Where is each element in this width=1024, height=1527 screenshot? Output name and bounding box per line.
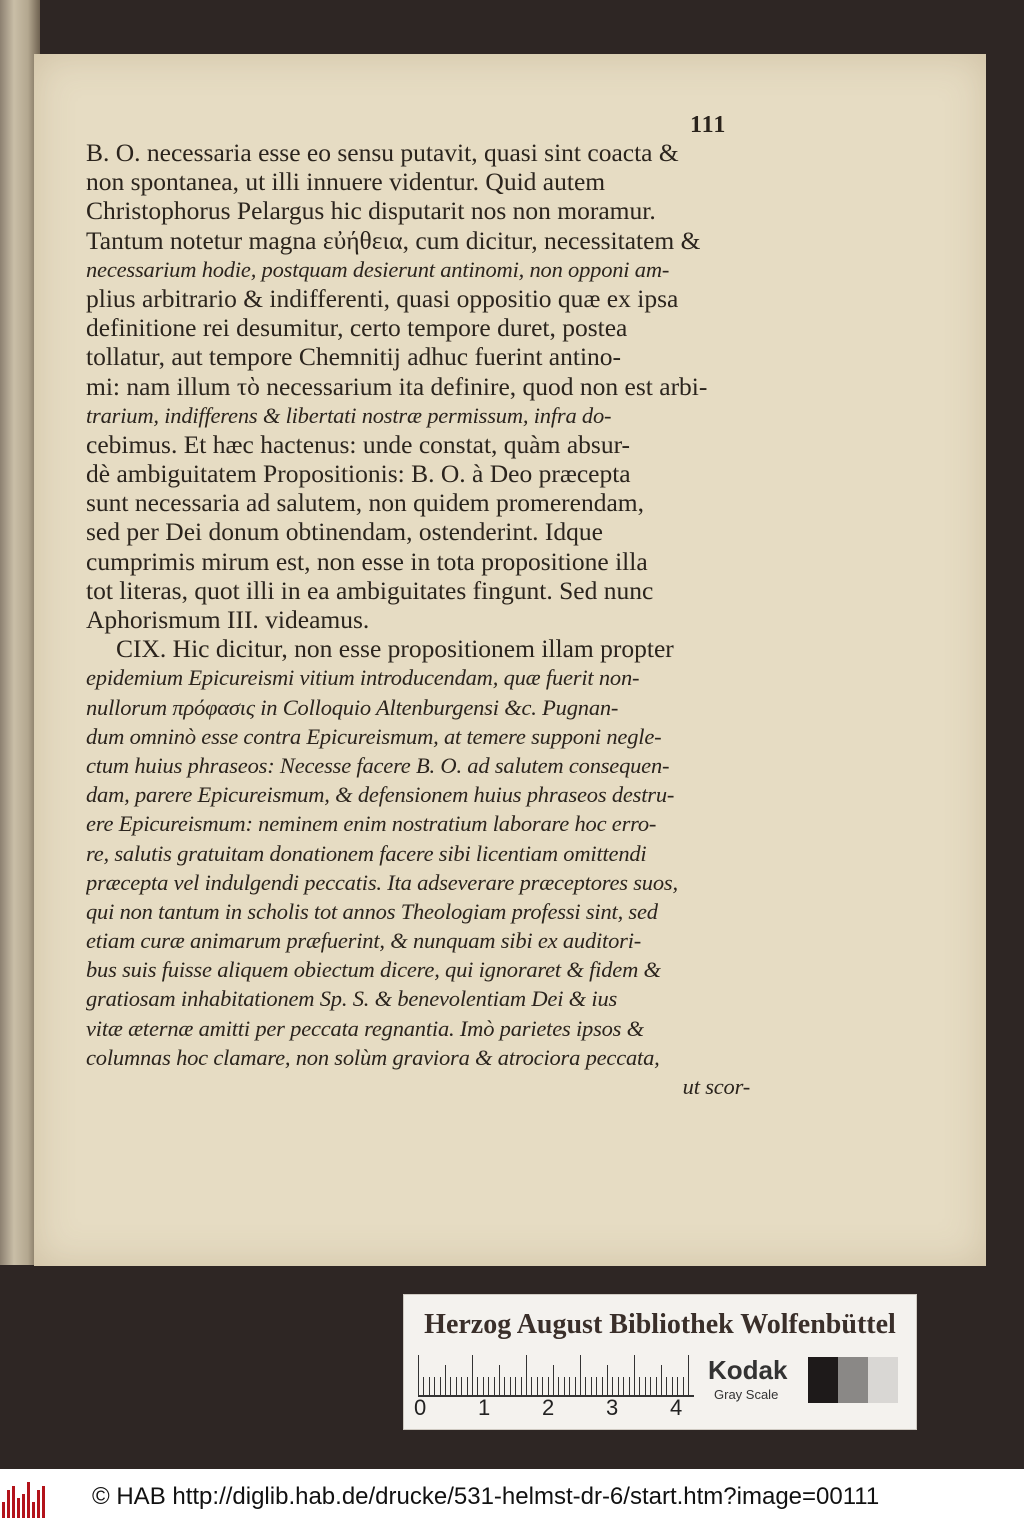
text-line: necessarium hodie, postquam desierunt antinomi, non opponi am- <box>86 256 670 282</box>
text-line: tollatur, aut tempore Chemnitij adhuc fuerint antino- <box>86 342 622 372</box>
ruler-tick <box>677 1377 678 1395</box>
text-line: gratiosam inhabitationem Sp. S. & benevolentiam Dei & ius <box>86 986 618 1012</box>
text-line: definitione rei desumitur, certo tempore duret, postea <box>86 313 628 343</box>
ruler-tick <box>423 1377 424 1395</box>
ruler-number: 3 <box>606 1395 619 1420</box>
color-calibration-bar <box>403 1294 917 1430</box>
ruler-tick <box>650 1377 651 1395</box>
gray-swatch <box>868 1357 898 1403</box>
ruler-tick <box>596 1377 597 1395</box>
text-line: etiam curæ animarum præfuerint, & nunquam sibi ex auditori- <box>86 928 642 954</box>
kodak-logo: Kodak <box>708 1355 788 1385</box>
ruler-tick <box>688 1355 689 1395</box>
text-line: mi: nam illum τὸ necessarium ita definire, quod non est arbi- <box>86 371 708 401</box>
ruler-tick <box>672 1377 673 1395</box>
ruler-tick <box>440 1377 441 1395</box>
page-text <box>86 138 750 1101</box>
ruler-tick <box>548 1377 549 1395</box>
text-line: Tantum notetur magna εὐήθεια, cum dicitur, necessitatem & <box>86 225 701 255</box>
ruler-numbers <box>414 1395 704 1419</box>
text-line: dam, parere Epicureismum, & defensionem huius phraseos destru- <box>86 782 675 808</box>
ruler-tick <box>537 1377 538 1395</box>
text-line: dum omninò esse contra Epicureismum, at temere supponi negle- <box>86 723 662 749</box>
ruler-tick <box>607 1365 608 1395</box>
gray-scale-label: Gray Scale <box>714 1387 779 1402</box>
ruler-tick <box>656 1377 657 1395</box>
ruler-tick <box>467 1377 468 1395</box>
ruler-tick <box>461 1377 462 1395</box>
footer-copyright-link[interactable]: © HAB http://diglib.hab.de/drucke/531-helmst-dr-6/start.htm?image=00111 <box>92 1483 880 1510</box>
hab-barcode-icon <box>2 1478 46 1518</box>
ruler-tick <box>526 1355 527 1395</box>
text-line: nullorum πρόφασις in Colloquio Altenburgensi &c. Pugnan- <box>86 694 619 720</box>
ruler-tick <box>575 1377 576 1395</box>
text-line: plius arbitrario & indifferenti, quasi oppositio quæ ex ipsa <box>86 283 679 313</box>
text-line: Christophorus Pelargus hic disputarit nos non moramur. <box>86 196 656 226</box>
ruler-tick <box>477 1377 478 1395</box>
ruler-tick <box>531 1377 532 1395</box>
ruler-tick <box>450 1377 451 1395</box>
ruler-tick <box>569 1377 570 1395</box>
ruler-tick <box>683 1377 684 1395</box>
text-line: cumprimis mirum est, non esse in tota propositione illa <box>86 546 648 576</box>
text-line: epidemium Epicureismi vitium introducendam, quæ fuerit non- <box>86 665 640 691</box>
text-line: bus suis fuisse aliquem obiectum dicere, qui ignoraret & fidem & <box>86 957 661 983</box>
ruler-tick <box>429 1377 430 1395</box>
ruler-tick <box>612 1377 613 1395</box>
ruler-tick <box>510 1377 511 1395</box>
ruler-tick <box>629 1377 630 1395</box>
ruler-tick <box>542 1377 543 1395</box>
ruler-number: 0 <box>414 1395 427 1420</box>
text-line: Aphorismum III. videamus. <box>86 605 370 634</box>
text-line: ut scor- <box>682 1074 750 1099</box>
text-line: B. O. necessaria esse eo sensu putavit, quasi sint coacta & <box>86 138 679 167</box>
text-line: trarium, indifferens & libertati nostræ permissum, infra do- <box>86 402 612 428</box>
library-name: Herzog August Bibliothek Wolfenbüttel <box>424 1309 896 1340</box>
text-line: ere Epicureismum: neminem enim nostratium laborare hoc erro- <box>86 811 657 837</box>
gray-swatch <box>838 1357 868 1403</box>
ruler-tick <box>634 1355 635 1395</box>
ruler-tick <box>639 1377 640 1395</box>
ruler-number: 1 <box>478 1395 491 1420</box>
ruler-tick <box>488 1377 489 1395</box>
ruler-tick <box>445 1365 446 1395</box>
text-line: CIX. Hic dicitur, non esse propositionem illam propter <box>116 634 674 664</box>
text-line: sunt necessaria ad salutem, non quidem promerendam, <box>86 488 644 518</box>
text-line: re, salutis gratuitam donationem facere sibi licentiam omittendi <box>86 840 647 866</box>
text-line: tot literas, quot illi in ea ambiguitates fingunt. Sed nunc <box>86 575 654 605</box>
ruler-tick <box>418 1355 419 1395</box>
ruler-tick <box>499 1365 500 1395</box>
ruler-tick <box>504 1377 505 1395</box>
measurement-ruler <box>418 1351 694 1397</box>
text-line: vitæ æternæ amitti per peccata regnantia. Imò parietes ipsos & <box>86 1015 644 1041</box>
ruler-tick <box>494 1377 495 1395</box>
ruler-tick <box>580 1355 581 1395</box>
text-line: cebimus. Et hæc hactenus: unde constat, quàm absur- <box>86 429 631 459</box>
ruler-tick <box>666 1377 667 1395</box>
ruler-number: 4 <box>670 1395 683 1420</box>
text-line: ctum huius phraseos: Necesse facere B. O. ad salutem consequen- <box>86 752 670 778</box>
ruler-tick <box>585 1377 586 1395</box>
ruler-tick <box>623 1377 624 1395</box>
ruler-tick <box>558 1377 559 1395</box>
ruler-number: 2 <box>542 1395 555 1420</box>
text-line: sed per Dei donum obtinendam, ostenderint. Idque <box>86 517 603 547</box>
ruler-tick <box>483 1377 484 1395</box>
ruler-tick <box>591 1377 592 1395</box>
page-number: 111 <box>690 112 727 138</box>
ruler-tick <box>645 1377 646 1395</box>
text-line: præcepta vel indulgendi peccatis. Ita adseverare præceptores suos, <box>86 869 678 895</box>
text-line: qui non tantum in scholis tot annos Theologiam professi sint, sed <box>86 898 658 924</box>
ruler-tick <box>564 1377 565 1395</box>
ruler-tick <box>515 1377 516 1395</box>
ruler-tick <box>553 1365 554 1395</box>
text-line: dè ambiguitatem Propositionis: B. O. à Deo præcepta <box>86 459 631 489</box>
ruler-tick <box>456 1377 457 1395</box>
ruler-tick <box>602 1377 603 1395</box>
ruler-tick <box>434 1377 435 1395</box>
text-line: columnas hoc clamare, non solùm graviora & atrociora peccata, <box>86 1044 660 1070</box>
ruler-tick <box>521 1377 522 1395</box>
gray-swatch <box>808 1357 838 1403</box>
ruler-tick <box>618 1377 619 1395</box>
ruler-tick <box>661 1365 662 1395</box>
text-line: non spontanea, ut illi innuere videntur. Quid autem <box>86 167 606 197</box>
ruler-tick <box>472 1355 473 1395</box>
footer-bar <box>0 1469 1024 1527</box>
